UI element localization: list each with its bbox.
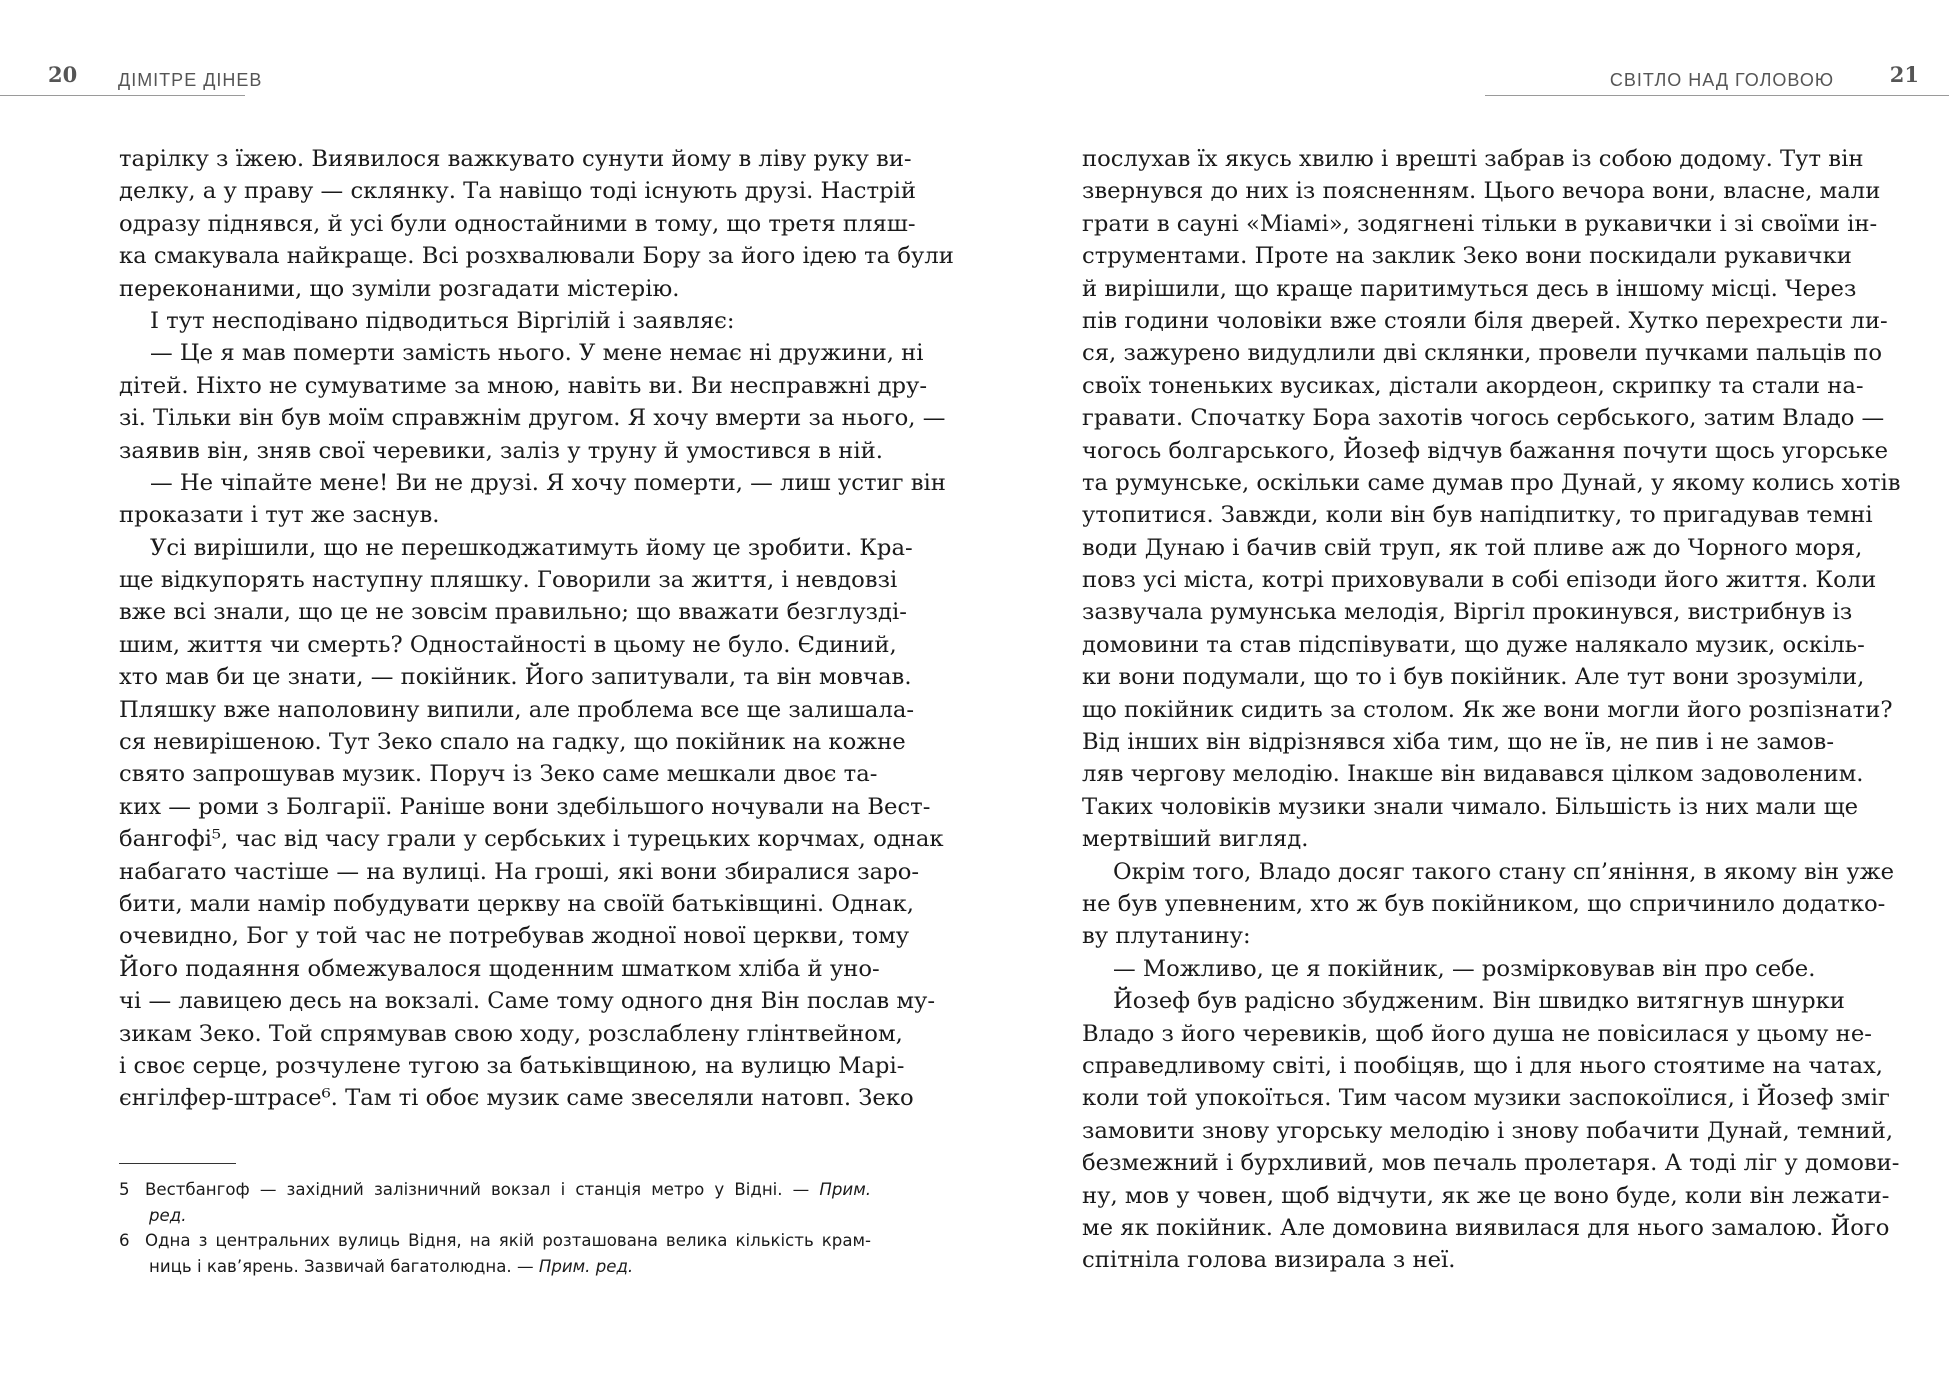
header-rule-right — [1485, 95, 1949, 96]
text-line: заявив він, зняв свої черевики, заліз у труну й умостився в ній. — [119, 437, 883, 464]
text-line: ну, мов у човен, щоб відчути, як же це воно буде, коли він лежати- — [1082, 1182, 1890, 1209]
text-line: одразу піднявся, й усі були одностайними в тому, що третя пляш- — [119, 210, 916, 237]
text-line: послухав їх якусь хвилю і врешті забрав із собою додому. Тут він — [1082, 146, 1864, 172]
text-line: тарілку з їжею. Виявилося важкувато сунути йому в ліву руку ви- — [119, 146, 912, 172]
text-line: замовити знову угорську мелодію і знову побачити Дунай, темний, — [1082, 1117, 1894, 1144]
text-line: І тут несподівано підводиться Віргілій і заявляє: — [150, 307, 735, 334]
footnote-line — [119, 1228, 871, 1254]
running-head-right: СВІТЛО НАД ГОЛОВОЮ — [1609, 70, 1834, 90]
text-line: й вирішили, що краще паритимуться десь в іншому місці. Через — [1082, 275, 1857, 302]
text-line: Його подаяння обмежувалося щоденним шматком хліба й уно- — [119, 955, 880, 982]
text-line: і своє серце, розчулене тугою за батьківщиною, на вулицю Марі- — [119, 1052, 905, 1079]
text-line: ки вони подумали, що то і був покійник. Але тут вони зрозуміли, — [1082, 664, 1865, 691]
text-line: — Можливо, це я покійник, — розмірковував він про себе. — [1113, 955, 1816, 982]
text-line: грати в сауні «Міамі», зодягнені тільки в рукавички і зі своїми ін- — [1082, 210, 1878, 237]
running-head-left: ДІМІТРЕ ДІНЕВ — [118, 70, 263, 90]
page-number-right: 21 — [1889, 62, 1919, 87]
text-line: не був упевненим, хто ж був покійником, що спричинило додатко- — [1082, 890, 1886, 917]
text-line: переконаними, що зуміли розгадати містерію. — [119, 275, 680, 302]
footnote-separator — [119, 1163, 236, 1164]
footnote-text: Вестбангоф — західний залізничний вокзал і станція метро у Відні. — — [145, 1180, 820, 1199]
text-line: дітей. Ніхто не сумуватиме за мною, навіть ви. Ви несправжні дру- — [119, 372, 928, 399]
text-line: своїх тоненьких вусиках, дістали акордеон, скрипку та стали на- — [1082, 372, 1864, 399]
text-line: — Не чіпайте мене! Ви не друзі. Я хочу померти, — лиш устиг він — [150, 469, 946, 496]
text-line: зикам Зеко. Той спрямував свою ходу, розслаблену глінтвейном, — [119, 1020, 903, 1047]
text-line: мертвіший вигляд. — [1082, 826, 1309, 853]
text-line: звернувся до них із поясненням. Цього вечора вони, власне, мали — [1082, 178, 1881, 205]
text-line: ще відкупорять наступну пляшку. Говорили за життя, і невдовзі — [119, 567, 898, 594]
text-line: ляв чергову мелодію. Інакше він видавався цілком задоволеним. — [1082, 761, 1864, 788]
header-rule-left — [0, 95, 245, 96]
text-line: очевидно, Бог у той час не потребував жодної нової церкви, тому — [119, 923, 910, 950]
footnote-text: Одна з центральних вулиць Відня, на якій розташована велика кількість крам- — [145, 1231, 871, 1251]
text-line: хто мав би це знати, — покійник. Його запитували, та він мовчав. — [119, 664, 912, 691]
text-line: гравати. Спочатку Бора захотів чогось сербського, затим Владо — — [1082, 405, 1885, 432]
text-line: що покійник сидить за столом. Як же вони могли його розпізнати? — [1082, 696, 1893, 723]
footnote-editor-note: Прим. ред. — [538, 1256, 634, 1276]
text-line: бангофі⁵, час від часу грали у сербських і турецьких корчмах, однак — [119, 826, 944, 853]
text-line: Владо з його черевиків, щоб його душа не повісилася у цьому не- — [1082, 1020, 1872, 1047]
footnote-number: 6 — [119, 1231, 130, 1251]
text-line: набагато частіше — на вулиці. На гроші, які вони збиралися заро- — [119, 858, 920, 885]
right-page — [975, 0, 1949, 1388]
text-line: Пляшку вже наполовину випили, але проблема все ще залишала- — [119, 696, 915, 723]
footnote-editor-note: ред. — [149, 1205, 187, 1225]
footnote-number: 5 — [119, 1180, 130, 1199]
text-line: ме як покійник. Але домовина виявилася для нього замалою. Його — [1082, 1214, 1890, 1241]
text-line: Усі вирішили, що не перешкоджатимуть йому це зробити. Кра- — [150, 534, 913, 561]
footnote-editor-note: Прим. — [819, 1180, 871, 1199]
text-line: ка смакувала найкраще. Всі розхвалювали Бору за його ідею та були — [119, 243, 954, 270]
text-line: бити, мали намір побудувати церкву на своїй батьківщині. Однак, — [119, 890, 914, 917]
text-line: утопитися. Завжди, коли він був напідпитку, то пригадував темні — [1082, 502, 1873, 529]
text-line: чогось болгарського, Йозеф відчув бажання почути щось угорське — [1082, 437, 1889, 464]
text-line: Від інших він відрізнявся хіба тим, що не їв, не пив і не замов- — [1082, 729, 1834, 756]
text-line: струментами. Проте на заклик Зеко вони поскидали рукавички — [1082, 243, 1852, 270]
text-line: Таких чоловіків музики знали чимало. Більшість із них мали ще — [1082, 793, 1859, 820]
footnotes — [119, 1177, 871, 1279]
text-line: домовини та став підспівувати, що дуже налякало музик, оскіль- — [1082, 631, 1865, 658]
text-line: свято запрошував музик. Поруч із Зеко саме мешкали двоє та- — [119, 761, 878, 788]
text-line: ких — роми з Болгарії. Раніше вони здебільшого ночували на Вест- — [119, 793, 931, 820]
text-line: Йозеф був радісно збудженим. Він швидко витягнув шнурки — [1113, 988, 1845, 1015]
text-line: пів години чоловіки вже стояли біля дверей. Хутко перехрести ли- — [1082, 307, 1888, 334]
text-line: чі — лавицею десь на вокзалі. Саме тому одного дня Він послав му- — [119, 988, 936, 1015]
text-line: зі. Тільки він був моїм справжнім другом. Я хочу вмерти за нього, — — [119, 405, 946, 432]
page-number-left: 20 — [48, 62, 78, 87]
text-line: Окрім того, Владо досяг такого стану сп’яніння, в якому він уже — [1113, 858, 1894, 885]
text-line: справедливому світі, і пообіцяв, що і для нього стоятиме на чатах, — [1082, 1052, 1883, 1079]
text-line: ся, зажурено видудлили дві склянки, провели пучками пальців по — [1082, 340, 1883, 367]
text-line: та румунське, оскільки саме думав про Дунай, у якому колись хотів — [1082, 469, 1901, 496]
text-line: ву плутанину: — [1082, 923, 1251, 950]
text-line: ся невирішеною. Тут Зеко спало на гадку, що покійник на кожне — [119, 729, 906, 756]
text-line: зазвучала румунська мелодія, Віргіл прокинувся, вистрибнув із — [1082, 599, 1853, 626]
left-body-text — [119, 143, 954, 1115]
footnote-text: ниць і кав’ярень. Зазвичай багатолюдна. — — [149, 1256, 539, 1276]
text-line: коли той упокоїться. Тим часом музики заспокоїлися, і Йозеф зміг — [1082, 1085, 1890, 1112]
text-line: — Це я мав померти замість нього. У мене немає ні дружини, ні — [150, 340, 924, 367]
text-line: проказати і тут же заснув. — [119, 502, 440, 529]
text-line: вже всі знали, що це не зовсім правильно; що вважати безглузді- — [119, 599, 907, 626]
footnote-line — [119, 1177, 871, 1203]
footnote-line — [119, 1254, 871, 1280]
text-line: шим, життя чи смерть? Одностайності в цьому не було. Єдиний, — [119, 631, 897, 658]
text-line: води Дунаю і бачив свій труп, як той пливе аж до Чорного моря, — [1082, 534, 1863, 561]
text-line: безмежний і бурхливий, мов печаль пролетаря. А тоді ліг у домови- — [1082, 1150, 1900, 1177]
footnote-line — [119, 1203, 871, 1229]
text-line: спітніла голова визирала з неї. — [1082, 1247, 1456, 1274]
text-line: делку, а у праву — склянку. Та навіщо тоді існують друзі. Настрій — [119, 178, 916, 205]
right-body-text — [1082, 143, 1901, 1277]
text-line: єнгілфер-штрасе⁶. Там ті обоє музик саме звеселяли натовп. Зеко — [119, 1085, 914, 1112]
text-line: повз усі міста, котрі приховували в собі епізоди його життя. Коли — [1082, 567, 1877, 594]
